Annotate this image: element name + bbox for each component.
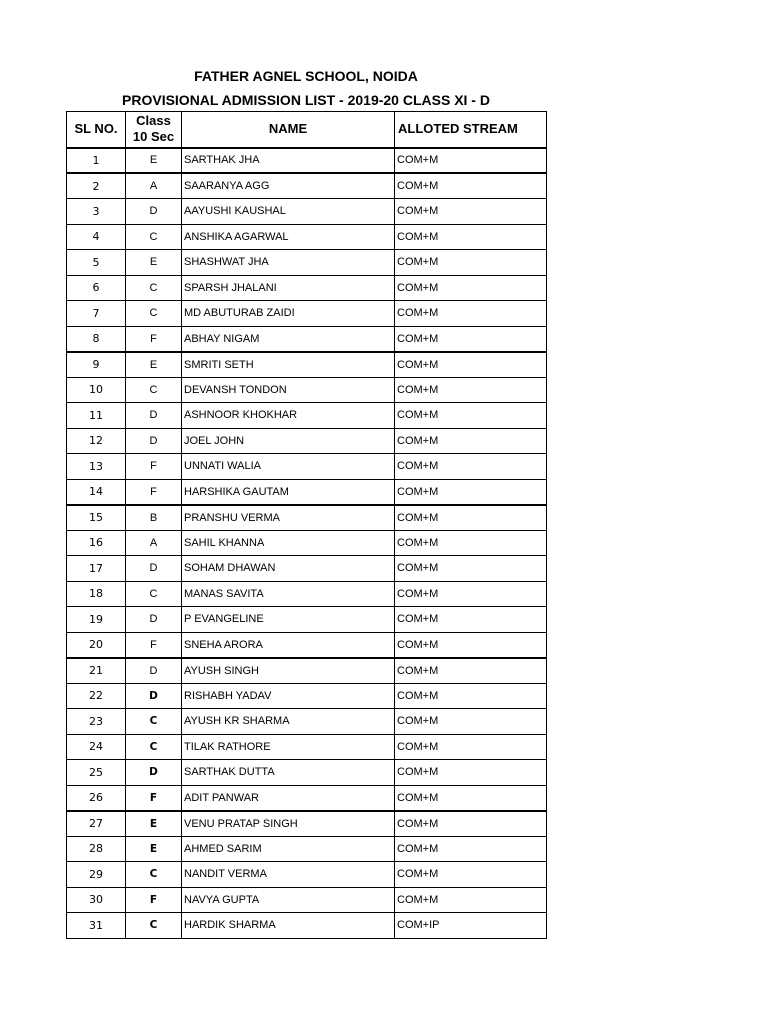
sl-no-cell: 11 <box>67 403 126 429</box>
sl-no-cell: 15 <box>67 505 126 531</box>
student-name-cell: AHMED SARIM <box>182 836 395 862</box>
col-header-sl-no: SL NO. <box>67 112 126 148</box>
student-name-cell: NANDIT VERMA <box>182 862 395 888</box>
class-section-cell: C <box>126 275 182 301</box>
sl-no-cell: 22 <box>67 683 126 709</box>
stream-cell: COM+M <box>395 811 547 837</box>
table-row <box>67 403 547 429</box>
student-name-cell: MD ABUTURAB ZAIDI <box>182 301 395 327</box>
sl-no-cell: 2 <box>67 173 126 199</box>
stream-cell: COM+M <box>395 148 547 174</box>
stream-cell: COM+M <box>395 760 547 786</box>
class-section-cell: D <box>126 428 182 454</box>
stream-cell: COM+M <box>395 301 547 327</box>
col-header-class-section <box>126 112 182 148</box>
col-header-class-line2: 10 Sec <box>132 129 175 145</box>
student-name-cell: HARDIK SHARMA <box>182 913 395 939</box>
stream-cell: COM+M <box>395 454 547 480</box>
stream-cell: COM+M <box>395 607 547 633</box>
student-name-cell: MANAS SAVITA <box>182 581 395 607</box>
student-name-cell: SARTHAK DUTTA <box>182 760 395 786</box>
stream-cell: COM+M <box>395 785 547 811</box>
sl-no-cell: 23 <box>67 709 126 735</box>
sl-no-cell: 30 <box>67 887 126 913</box>
stream-cell: COM+M <box>395 658 547 684</box>
sl-no-cell: 31 <box>67 913 126 939</box>
stream-cell: COM+M <box>395 556 547 582</box>
col-header-stream: ALLOTED STREAM <box>395 112 547 148</box>
student-name-cell: TILAK RATHORE <box>182 734 395 760</box>
student-name-cell: ANSHIKA AGARWAL <box>182 224 395 250</box>
stream-cell: COM+M <box>395 862 547 888</box>
class-section-cell: C <box>126 734 182 760</box>
class-section-cell: F <box>126 326 182 352</box>
class-section-cell: D <box>126 658 182 684</box>
student-name-cell: ADIT PANWAR <box>182 785 395 811</box>
table-row <box>67 836 547 862</box>
table-row <box>67 632 547 658</box>
sl-no-cell: 20 <box>67 632 126 658</box>
table-row <box>67 479 547 505</box>
student-name-cell: PRANSHU VERMA <box>182 505 395 531</box>
stream-cell: COM+M <box>395 352 547 378</box>
table-row <box>67 683 547 709</box>
stream-cell: COM+M <box>395 581 547 607</box>
sl-no-cell: 18 <box>67 581 126 607</box>
class-section-cell: D <box>126 683 182 709</box>
sl-no-cell: 27 <box>67 811 126 837</box>
table-row <box>67 352 547 378</box>
student-name-cell: SMRITI SETH <box>182 352 395 378</box>
table-row <box>67 377 547 403</box>
sl-no-cell: 14 <box>67 479 126 505</box>
student-name-cell: JOEL JOHN <box>182 428 395 454</box>
table-row <box>67 734 547 760</box>
class-section-cell: A <box>126 530 182 556</box>
student-name-cell: SNEHA ARORA <box>182 632 395 658</box>
student-name-cell: DEVANSH TONDON <box>182 377 395 403</box>
sl-no-cell: 8 <box>67 326 126 352</box>
table-row <box>67 505 547 531</box>
class-section-cell: E <box>126 250 182 276</box>
table-row <box>67 658 547 684</box>
student-name-cell: SARTHAK JHA <box>182 148 395 174</box>
student-name-cell: SOHAM DHAWAN <box>182 556 395 582</box>
student-name-cell: HARSHIKA GAUTAM <box>182 479 395 505</box>
school-name: FATHER AGNEL SCHOOL, NOIDA <box>194 68 418 84</box>
class-section-cell: A <box>126 173 182 199</box>
sl-no-cell: 16 <box>67 530 126 556</box>
class-section-cell: F <box>126 785 182 811</box>
class-section-cell: C <box>126 377 182 403</box>
student-name-cell: SAHIL KHANNA <box>182 530 395 556</box>
table-row <box>67 862 547 888</box>
col-header-class-line1: Class <box>136 113 171 129</box>
sl-no-cell: 12 <box>67 428 126 454</box>
sl-no-cell: 5 <box>67 250 126 276</box>
student-name-cell: NAVYA GUPTA <box>182 887 395 913</box>
table-row <box>67 301 547 327</box>
sl-no-cell: 13 <box>67 454 126 480</box>
student-name-cell: P EVANGELINE <box>182 607 395 633</box>
class-section-cell: D <box>126 403 182 429</box>
table-row <box>67 785 547 811</box>
class-section-cell: F <box>126 632 182 658</box>
sl-no-cell: 17 <box>67 556 126 582</box>
class-section-cell: E <box>126 352 182 378</box>
table-body <box>67 148 547 939</box>
sl-no-cell: 25 <box>67 760 126 786</box>
student-name-cell: AYUSH SINGH <box>182 658 395 684</box>
class-section-cell: C <box>126 301 182 327</box>
table-row <box>67 811 547 837</box>
student-name-cell: SHASHWAT JHA <box>182 250 395 276</box>
class-section-cell: D <box>126 199 182 225</box>
table-row <box>67 887 547 913</box>
class-section-cell: E <box>126 811 182 837</box>
list-title: PROVISIONAL ADMISSION LIST - 2019-20 CLASS XI - D <box>122 92 490 108</box>
stream-cell: COM+M <box>395 632 547 658</box>
stream-cell: COM+M <box>395 428 547 454</box>
stream-cell: COM+M <box>395 173 547 199</box>
class-section-cell: D <box>126 607 182 633</box>
class-section-cell: F <box>126 479 182 505</box>
stream-cell: COM+M <box>395 326 547 352</box>
student-name-cell: AYUSH KR SHARMA <box>182 709 395 735</box>
stream-cell: COM+M <box>395 709 547 735</box>
class-section-cell: C <box>126 709 182 735</box>
student-name-cell: VENU PRATAP SINGH <box>182 811 395 837</box>
table-row <box>67 709 547 735</box>
sl-no-cell: 4 <box>67 224 126 250</box>
stream-cell: COM+M <box>395 224 547 250</box>
stream-cell: COM+M <box>395 887 547 913</box>
sl-no-cell: 7 <box>67 301 126 327</box>
stream-cell: COM+M <box>395 403 547 429</box>
table-row <box>67 224 547 250</box>
stream-cell: COM+M <box>395 530 547 556</box>
student-name-cell: RISHABH YADAV <box>182 683 395 709</box>
sl-no-cell: 6 <box>67 275 126 301</box>
class-section-cell: E <box>126 148 182 174</box>
class-section-cell: C <box>126 913 182 939</box>
student-name-cell: ABHAY NIGAM <box>182 326 395 352</box>
admission-table <box>66 111 547 939</box>
sl-no-cell: 21 <box>67 658 126 684</box>
class-section-cell: F <box>126 887 182 913</box>
class-section-cell: D <box>126 760 182 786</box>
class-section-cell: F <box>126 454 182 480</box>
stream-cell: COM+M <box>395 734 547 760</box>
class-section-cell: D <box>126 556 182 582</box>
col-header-name: NAME <box>182 112 395 148</box>
sl-no-cell: 3 <box>67 199 126 225</box>
table-row <box>67 913 547 939</box>
table-row <box>67 148 547 174</box>
header-row <box>67 112 547 148</box>
student-name-cell: SAARANYA AGG <box>182 173 395 199</box>
class-section-cell: C <box>126 224 182 250</box>
class-section-cell: C <box>126 581 182 607</box>
sl-no-cell: 9 <box>67 352 126 378</box>
stream-cell: COM+M <box>395 505 547 531</box>
table-row <box>67 530 547 556</box>
sl-no-cell: 1 <box>67 148 126 174</box>
sl-no-cell: 28 <box>67 836 126 862</box>
stream-cell: COM+M <box>395 479 547 505</box>
student-name-cell: ASHNOOR KHOKHAR <box>182 403 395 429</box>
class-section-cell: C <box>126 862 182 888</box>
sl-no-cell: 24 <box>67 734 126 760</box>
sl-no-cell: 19 <box>67 607 126 633</box>
stream-cell: COM+M <box>395 683 547 709</box>
stream-cell: COM+M <box>395 250 547 276</box>
table-row <box>67 428 547 454</box>
sl-no-cell: 10 <box>67 377 126 403</box>
class-section-cell: E <box>126 836 182 862</box>
table-row <box>67 326 547 352</box>
stream-cell: COM+M <box>395 836 547 862</box>
stream-cell: COM+IP <box>395 913 547 939</box>
stream-cell: COM+M <box>395 377 547 403</box>
sl-no-cell: 29 <box>67 862 126 888</box>
stream-cell: COM+M <box>395 275 547 301</box>
table-row <box>67 454 547 480</box>
table-row <box>67 760 547 786</box>
sl-no-cell: 26 <box>67 785 126 811</box>
table-row <box>67 250 547 276</box>
student-name-cell: SPARSH JHALANI <box>182 275 395 301</box>
stream-cell: COM+M <box>395 199 547 225</box>
table-row <box>67 199 547 225</box>
class-section-cell: B <box>126 505 182 531</box>
table-row <box>67 275 547 301</box>
table-row <box>67 607 547 633</box>
student-name-cell: UNNATI WALIA <box>182 454 395 480</box>
table-row <box>67 581 547 607</box>
table-row <box>67 556 547 582</box>
table-row <box>67 173 547 199</box>
student-name-cell: AAYUSHI KAUSHAL <box>182 199 395 225</box>
